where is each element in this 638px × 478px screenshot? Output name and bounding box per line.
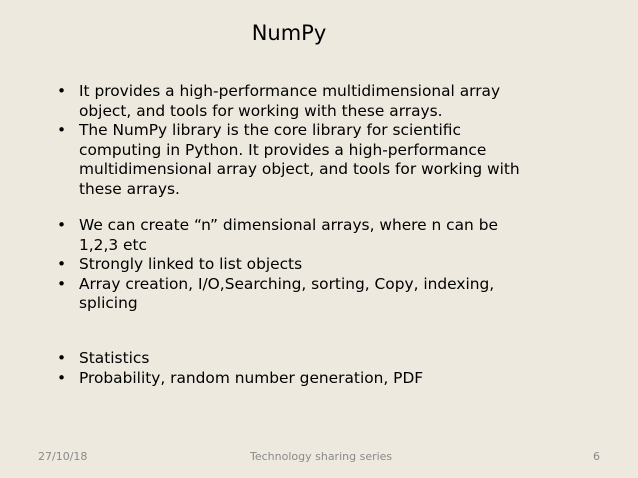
bullet-text: Statistics — [79, 349, 150, 367]
bullet-marker: • — [57, 349, 67, 367]
bullet-text: Strongly linked to list objects — [79, 255, 303, 273]
bullet-marker: • — [57, 368, 67, 387]
bullet-item — [57, 121, 527, 199]
bullet-item — [57, 349, 527, 369]
bullet-list-1 — [57, 82, 527, 199]
bullet-item — [57, 82, 527, 121]
bullet-text: Array creation, I/O,Searching, sorting, Copy, indexing, splicing — [79, 274, 495, 312]
bullet-item — [57, 275, 527, 314]
footer-date: 27/10/18 — [38, 450, 88, 463]
bullet-marker: • — [57, 216, 67, 234]
bullet-marker: • — [57, 255, 67, 273]
bullet-list-2 — [57, 216, 527, 314]
bullet-text: Probability, random number generation, PDF — [79, 368, 424, 387]
bullet-list-3 — [57, 349, 527, 388]
footer-series: Technology sharing series — [250, 450, 393, 463]
slide-title: NumPy — [251, 21, 327, 45]
bullet-item — [57, 255, 527, 275]
bullet-text: The NumPy library is the core library for scientific computing in Python. It provides a high-performance multidimensional array object, and tools for working with these arrays. — [79, 121, 520, 198]
bullet-marker: • — [57, 274, 67, 293]
bullet-marker: • — [57, 82, 67, 100]
footer-page-number: 6 — [593, 450, 600, 463]
bullet-text: We can create “n” dimensional arrays, where n can be 1,2,3 etc — [79, 216, 498, 254]
bullet-text: It provides a high-performance multidimensional array object, and tools for working with these arrays. — [79, 82, 501, 120]
bullet-item — [57, 369, 527, 389]
bullet-item — [57, 216, 527, 255]
bullet-marker: • — [57, 121, 67, 139]
